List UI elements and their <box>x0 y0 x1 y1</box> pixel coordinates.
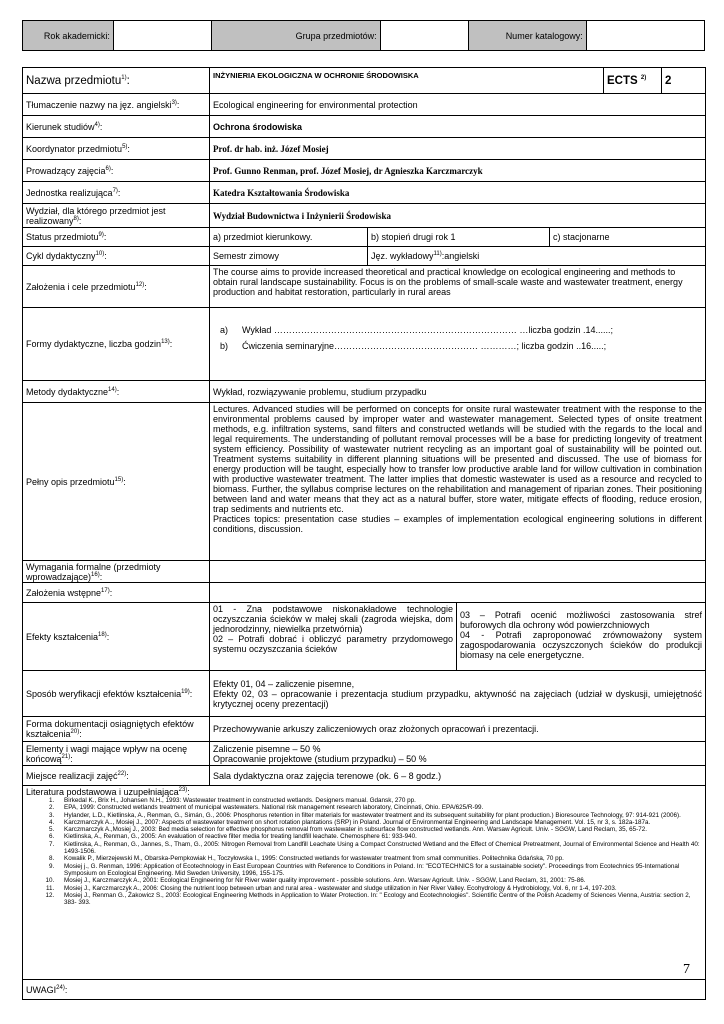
status-label: Status przedmiotu <box>26 232 99 242</box>
row-elementy <box>23 742 706 766</box>
miejsce-label-cell: Miejsce realizacji zajęć$^{22)}$: <box>23 766 210 786</box>
cykl-value: Semestr zimowy <box>210 247 368 266</box>
row-efekty <box>23 603 706 671</box>
literature-item: 5. Karczmarczyk A.,Mosiej J., 2003: Bed media selection for effective phosphorus removal from wastewater in subsurface flow constructed wetlands. Ann. Warsaw Agricult. Univ. - SGGW, Land Reclam, 35, 65-72. <box>56 826 702 833</box>
row-zalozenia-wstepne <box>23 583 706 603</box>
tlum-label-cell: Tłumaczenie nazwy na jęz. angielski$^{3)}$: <box>23 94 210 116</box>
row-tlumaczenie <box>23 94 706 116</box>
miejsce-sup: 22) <box>117 770 127 777</box>
tlum-label: Tłumaczenie nazwy na jęz. angielski <box>26 99 172 110</box>
wym-sup: 16) <box>91 571 100 578</box>
status-label-cell: Status przedmiotu$^{9)}$: <box>23 228 210 247</box>
elem-sup: 21) <box>61 753 71 760</box>
row-status <box>23 228 706 247</box>
efekty-sup: 18) <box>98 631 107 638</box>
literatura-cell <box>23 786 706 980</box>
uwagi-label: UWAGI <box>26 984 57 995</box>
prow-label: Prowadzący zajęcia <box>26 165 106 176</box>
jez-label: Jęz. wykładowy <box>371 251 434 261</box>
literature-item: 3. Hylander, L.D., Kietlinska, A., Renman, G., Simán, G., 2006: Phosphorus retention in filter materials for wastewater treatment and its subsequent suitability for plant production.) Bioresource Technology, 97: 914-921 (2006). <box>56 812 702 819</box>
efekty-right: 03 – Potrafi ocenić możliwości zastosowania stref buforowych dla ochrony wód powierzchniowych 04 - Potrafi zaproponować zrównoważony system zagospodarowania oczyszczonych ścieków do produkcji biomasy na cele energetyczne. <box>457 603 706 671</box>
ects-label-cell <box>604 68 662 94</box>
prow-sup: 6) <box>105 165 111 172</box>
formy-label: Formy dydaktyczne, liczba godzin <box>26 339 162 349</box>
wydz-value: Wydział Budownictwa i Inżynierii Środowiska <box>210 204 706 228</box>
formy-label-cell: Formy dydaktyczne, liczba godzin$^{13)}$: <box>23 308 210 381</box>
literature-item: 8. Kowalik P., Mierzejewski M., Obarska-Pempkowiak H., Toczyłowska I., 1995: Constructed wetlands for wastewater treatment from small communities. Politechnika Gdańska, 70 pp. <box>56 855 702 862</box>
zalw-label-cell: Założenia wstępne$^{17)}$: <box>23 583 210 603</box>
kier-value: Ochrona środowiska <box>210 116 706 138</box>
literature-item: 12. Mosiej J., Renman G., Żakowicz S., 2003: Ecological Engineering Methods in Application to Water Protection. In: " Ecology and Ecotechnologies". Scientific Centre of the Polish Academy of Sciences Vienna, Austria: section 2, 383- 393. <box>56 892 702 907</box>
cykl-sup: 10) <box>95 251 105 257</box>
cykl-label: Cykl dydaktyczny <box>26 251 96 261</box>
formy-sup: 13) <box>161 339 170 345</box>
wym-label: Wymagania formalne (przedmioty wprowadzające) <box>26 561 161 582</box>
forma-value: Przechowywanie arkuszy zaliczeniowych oraz złożonych opracowań i prezentacji. <box>210 717 706 742</box>
miejsce-label: Miejsce realizacji zajęć <box>26 770 118 781</box>
header-table <box>22 20 705 51</box>
prow-value: Prof. Gunno Renman, prof. Józef Mosiej, dr Agnieszka Karczmarczyk <box>210 160 706 182</box>
opis-p2: Practices topics: presentation case studies – examples of implementation ecological engineering solutions in different conditions, discussion. <box>213 514 703 534</box>
jez-cell <box>368 247 706 266</box>
ects-label: ECTS <box>607 74 638 87</box>
row-literatura <box>23 786 706 980</box>
row-wydzial <box>23 204 706 228</box>
sposob-sup: 19) <box>181 688 190 695</box>
row-nazwa <box>23 68 706 94</box>
metody-label: Metody dydaktyczne <box>26 386 109 397</box>
jedn-label: Jednostka realizująca <box>26 187 113 198</box>
rok-label: Rok akademicki: <box>23 21 114 51</box>
zalw-value <box>210 583 706 603</box>
rok-value <box>113 21 211 51</box>
ects-value: 2 <box>662 68 706 94</box>
row-miejsce <box>23 766 706 786</box>
formy-a-text: Wykład ……………………………………………………………………… …liczba godzin .14......; <box>242 325 613 335</box>
miejsce-value: Sala dydaktyczna oraz zajęcia terenowe (ok. 6 – 8 godz.) <box>210 766 706 786</box>
metody-label-cell: Metody dydaktyczne$^{14)}$: <box>23 381 210 403</box>
zal-label: Założenia i cele przedmiotu <box>26 281 136 292</box>
grupa-value <box>380 21 468 51</box>
lit-label: Literatura podstawowa i uzupełniająca <box>26 787 179 797</box>
opis-label-cell: Pełny opis przedmiotu$^{15)}$: <box>23 403 210 561</box>
wym-value <box>210 561 706 583</box>
course-table <box>22 67 706 1000</box>
formy-b-text: Ćwiczenia seminaryjne………………………………………… …………; liczba godzin ..16.....; <box>242 341 607 351</box>
elem-label: Elementy i wagi mające wpływ na ocenę końcową <box>26 743 188 764</box>
row-wymagania <box>23 561 706 583</box>
status-b: b) stopień drugi rok 1 <box>368 228 550 247</box>
literature-item: 10. Mosiej J., Karczmarczyk A., 2001: Ecological Engineering for Nir River water quality improvement - possible solutions. Ann. Warsaw Agricult. Univ. - SGGW, Land Reclam, 31, 2001: 75-86. <box>56 877 702 884</box>
jedn-label-cell: Jednostka realizująca$^{7)}$: <box>23 182 210 204</box>
jedn-sup: 7) <box>112 187 118 194</box>
efekty-label-cell: Efekty kształcenia$^{18)}$: <box>23 603 210 671</box>
row-zalozenia <box>23 266 706 308</box>
literature-item: 1. Birkedal K., Brix H., Johansen N.H., 1993: Wastewater treatment in constructed wetlands. Designers manual. Gdansk, 270 pp. <box>56 797 702 804</box>
kier-sup: 4) <box>94 121 100 128</box>
koord-sup: 5) <box>122 143 128 150</box>
forma-label-cell: Forma dokumentacji osiągniętych efektów kształcenia$^{20)}$: <box>23 717 210 742</box>
row-uwagi <box>23 980 706 1000</box>
numer-value <box>586 21 704 51</box>
jez-value: :angielski <box>441 251 480 261</box>
opis-sup: 15) <box>114 476 124 483</box>
wydz-label: Wydział, dla którego przedmiot jest realizowany <box>26 205 166 226</box>
koord-label-cell: Koordynator przedmiotu$^{5)}$: <box>23 138 210 160</box>
literature-list <box>26 797 702 906</box>
uwagi-sup: 24) <box>56 984 65 991</box>
formy-value <box>210 308 706 381</box>
status-c: c) stacjonarne <box>550 228 706 247</box>
elem-label-cell: Elementy i wagi mające wpływ na ocenę końcową$^{21)}$: <box>23 742 210 766</box>
row-prowadzacy <box>23 160 706 182</box>
tlum-value: Ecological engineering for environmental protection <box>210 94 706 116</box>
zalw-sup: 17) <box>101 587 110 594</box>
lit-sup: 23) <box>178 787 188 793</box>
wydz-sup: 8) <box>73 215 79 222</box>
wydz-label-cell: Wydział, dla którego przedmiot jest realizowany$^{8)}$: <box>23 204 210 228</box>
jedn-value: Katedra Kształtowania Środowiska <box>210 182 706 204</box>
row-jednostka <box>23 182 706 204</box>
nazwa-sup: 1) <box>121 74 127 81</box>
nazwa-label: Nazwa przedmiotu <box>26 74 122 87</box>
ects-sup: 2) <box>640 74 647 81</box>
status-sup: 9) <box>98 232 104 238</box>
lit-heading: Literatura podstawowa i uzupełniająca$^{23)}$: <box>26 787 190 797</box>
wym-label-cell: Wymagania formalne (przedmioty wprowadzające)$^{16)}$: <box>23 561 210 583</box>
status-a: a) przedmiot kierunkowy. <box>210 228 368 247</box>
sposob-label-cell: Sposób weryfikacji efektów kształcenia$^{19)}$: <box>23 671 210 717</box>
literature-item: 4. Karczmarczyk A.., Mosiej J., 2007: Aspects of wastewater treatment on short rotation plantations (SRP) in Poland. Journal of Environmental Engineering and Landscape Management. Vol. 15, nr 3, s. 182a-187a. <box>56 819 702 826</box>
koord-value: Prof. dr hab. inż. Józef Mosiej <box>210 138 706 160</box>
koord-label: Koordynator przedmiotu <box>26 143 123 154</box>
page-number: 7 <box>683 962 690 977</box>
metody-value: Wykład, rozwiązywanie problemu, studium przypadku <box>210 381 706 403</box>
row-formy <box>23 308 706 381</box>
formy-b-letter: b) <box>220 341 229 351</box>
row-cykl <box>23 247 706 266</box>
literature-item: 7. Kietlinska, A., Renman, G., Jannes, S., Tham, G., 2005: Nitrogen Removal from Landfill Leachate Using a Compact Constructed Wetland and the Effect of Chemical Pretreatment, Journal of Environmental Science and Health 40: 1493-1506. <box>56 841 702 856</box>
row-forma <box>23 717 706 742</box>
nazwa-label-cell: Nazwa przedmiotu$^{1)}$: <box>23 68 210 94</box>
literature-item: 6. Kietlinska, A., Renman, G., 2005: An evaluation of reactive filter media for treating landfill leachate. Chemosphere 61: 933-940. <box>56 833 702 840</box>
grupa-label: Grupa przedmiotów: <box>211 21 380 51</box>
efekty-left: 01 - Zna podstawowe niskonakładowe technologie oczyszczania ścieków w małej skali (zagroda wiejska, dom jednorodzinny, niewielka przetwórnia) 02 – Potrafi dobrać i obliczyć parametry przydomowego systemu oczyszczania ścieków <box>210 603 457 671</box>
literature-item: 11. Mosiej J., Karczmarczyk A., 2006: Closing the nutrient loop between urban and rural area - wastewater and sludge utilization in Ner River Valley. Ecohydrology & Hydrobiology, Vol. 6, nr 1-4, 197-203. <box>56 885 702 892</box>
kier-label: Kierunek studiów <box>26 121 95 132</box>
opis-label: Pełny opis przedmiotu <box>26 476 115 487</box>
elem-value: Zaliczenie pisemne – 50 % Opracowanie projektowe (studium przypadku) – 50 % <box>210 742 706 766</box>
row-opis <box>23 403 706 561</box>
literature-item: 9. Mosiej j., G. Renman, 1996: Application of Ecotechnology in East European Countries with Reference to Conditions in Poland. In: "ECOTECHNICS for a sustainable society". Proceedings from Ecotechnics 95-International Symposium on Ecological Engineering. Mid Sweden University, 1996, 155-175. <box>56 863 702 878</box>
zal-label-cell: Założenia i cele przedmiotu$^{12)}$: <box>23 266 210 308</box>
forma-label: Forma dokumentacji osiągniętych efektów kształcenia <box>26 719 194 739</box>
formy-a <box>220 325 702 335</box>
zal-value: The course aims to provide increased theoretical and practical knowledge on ecological engineering and methods to obtain rural landscape sustainability. Focus is on the problems of small-scale waste and wastewater treatment, energy production and habitat restoration, particularly in rural areas <box>210 266 706 308</box>
forma-sup: 20) <box>70 729 80 735</box>
row-kierunek <box>23 116 706 138</box>
row-sposob <box>23 671 706 717</box>
opis-value <box>210 403 706 561</box>
sposob-value: Efekty 01, 04 – zaliczenie pisemne, Efekty 02, 03 – opracowanie i prezentacja studium przypadku, aktywność na zajęciach (udział w dyskusji, umiejętność krytycznej oceny prezentacji) <box>210 671 706 717</box>
literature-item: 2. EPA, 1999: Constructed wetlands treatment of municipal wastewaters. National risk management research laboratory, Cincinnati, Ohio. EPA/625/R-99. <box>56 804 702 811</box>
jez-sup: 11) <box>433 251 442 257</box>
row-metody <box>23 381 706 403</box>
formy-b <box>220 341 702 351</box>
formy-a-letter: a) <box>220 325 229 335</box>
zalw-label: Założenia wstępne <box>26 587 102 598</box>
opis-p1: Lectures. Advanced studies will be performed on concepts for onsite rural wastewater treatment with the response to the environmental problems caused by improper water and wastewater management. Selected types of onsite treatment methods, e.g. infiltration systems, sand filters and constructed wetlands will be studied with the regards to the local and legal requirements. The understanding of pollutant removal processes will be a base for predicting longevity of treatment system efficiency. Possibility of wastewater nutrient recycling as an important goal of sustainability will be pointed out. Treatment systems suitability in different planning situations will be presented and discussed. The use of biomass for energy production will be taught, especially how to transfer low productive arable land for willow cultivation in combination with productive wastewater treatment. The latter implies that domestic wastewater is used as a resource and recycled to biomass. Further, the syllabus comprise lectures on the rehabilitation and management of riparian zones. Their positioning between land and water means that they act as a natural buffer, store water, mitigate effects of flooding, reduce erosion, trap sediments and nutrients etc. <box>213 404 703 514</box>
kier-label-cell: Kierunek studiów$^{4)}$: <box>23 116 210 138</box>
metody-sup: 14) <box>108 386 117 393</box>
zal-sup: 12) <box>135 281 145 288</box>
numer-label: Numer katalogowy: <box>468 21 586 51</box>
uwagi-cell: UWAGI$^{24)}$: <box>23 980 706 1000</box>
tlum-sup: 3) <box>171 99 177 106</box>
row-koordynator <box>23 138 706 160</box>
efekty-label: Efekty kształcenia <box>26 631 99 642</box>
prow-label-cell: Prowadzący zajęcia$^{6)}$: <box>23 160 210 182</box>
sposob-label: Sposób weryfikacji efektów kształcenia <box>26 688 182 699</box>
cykl-label-cell: Cykl dydaktyczny$^{10)}$: <box>23 247 210 266</box>
nazwa-value: INŻYNIERIA EKOLOGICZNA W OCHRONIE ŚRODOWISKA <box>210 68 604 94</box>
